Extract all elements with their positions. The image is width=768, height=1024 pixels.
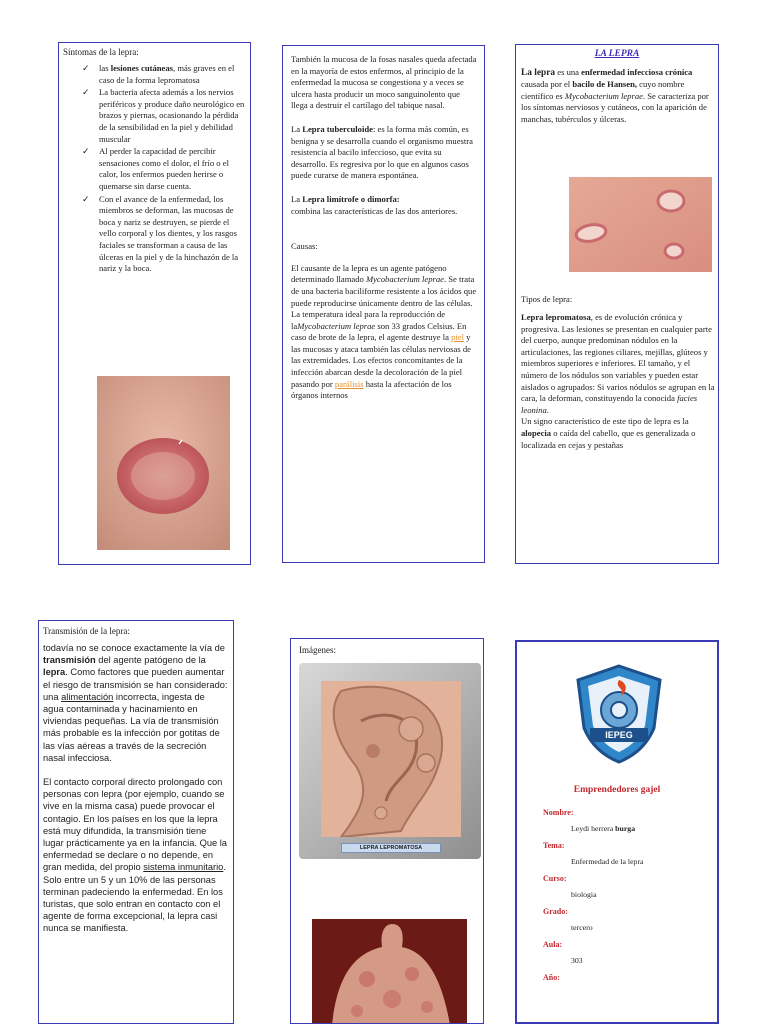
alimentacion-link[interactable]: alimentación <box>61 691 114 702</box>
panel-causes <box>282 45 485 563</box>
borderline-paragraph: La Lepra limítrofe o dimorfa: combina las características de las dos anteriores. <box>291 193 458 216</box>
symptoms-heading: Síntomas de la lepra: <box>63 47 139 57</box>
transmission-heading: Transmisión de la lepra: <box>43 626 130 636</box>
brochure-title: LA LEPRA <box>594 49 640 59</box>
transmission-paragraph-2: El contacto corporal directo prolongado con personas con lepra (por ejemplo, cuando se vive en la misma casa) puede provocar el contagio. En los países en los que la lepra está muy difundida, la transmisión tiene lugar prácticamente ya en la infancia. Que la enfermedad se declare o no depende, en gran medida, del propio sistema inmunitario. Solo entre un 5 y un 10% de las personas terminan padeciendo la enfermedad. En los turistas, que solo entran en contacto con el agente de forma excepcional, la lepra casi nunca se manifiesta. <box>43 777 227 934</box>
panel-cover <box>515 640 719 1024</box>
causes-paragraph: El causante de la lepra es un agente patógeno determinado llamado Mycobacterium leprae. Se trata de una bacteria baciliforme resistente a los ácidos que puede reproducirse únicamente dentro de las células. La temperatura ideal para la reproducción de laMycobacterium leprae son 33 grados Celsius. En caso de brote de la lepra, el agente destruye la piel y las mucosas y ataca también las células nerviosas de las extremidades. Los efectos concomitantes de la infección abarcan desde la decoloración de la piel pasando por parálisis hasta la afectación de los órganos internos <box>291 262 477 401</box>
value-course: biologia <box>571 890 597 899</box>
leprosy-definition: La lepra es una enfermedad infecciosa crónica causada por el bacilo de Hansen, cuyo nombre científico es Mycobacterium leprae. Se caracteriza por los síntomas nerviosos y cutáneos, con la aparición de manchas, tubérculos y úlceras. <box>521 66 709 124</box>
sistema-inmunitario-link[interactable]: sistema inmunitario <box>143 862 224 873</box>
ear-photo-caption: LEPRA LEPROMATOSA <box>341 843 441 853</box>
list-item: ✓ Al perder la capacidad de percibir sensaciones como el dolor, el frío o el calor, los enfermos pueden herirse o quemarse sin darse cuenta. <box>82 146 229 191</box>
list-item: ✓ las lesiones cutáneas, más graves en el caso de la forma lepromatosa <box>82 63 235 85</box>
label-grade: Grado: <box>543 907 568 916</box>
tuberculoid-paragraph: La Lepra tuberculoide: es la forma más común, es benigna y se desarrolla cuando el organismo muestra resistencia al bacilo infeccioso, que evita su desarrollo. Es regresiva por lo que en algunos casos puede curarse de manera espontánea. <box>291 123 473 181</box>
value-grade: tercero <box>571 923 593 932</box>
label-year: Año: <box>543 973 560 982</box>
check-icon: ✓ <box>82 63 90 73</box>
panel-intro <box>515 44 719 564</box>
causes-heading: Causas: <box>291 241 318 252</box>
value-room: 303 <box>571 956 583 965</box>
label-course: Curso: <box>543 874 567 883</box>
check-icon: ✓ <box>82 87 90 98</box>
paralisis-link[interactable]: parálisis <box>334 378 364 389</box>
panel-images <box>290 638 484 1024</box>
types-heading: Tipos de lepra: <box>521 294 573 304</box>
panel-transmission <box>38 620 234 1024</box>
ear-photo <box>321 681 461 837</box>
symptoms-list <box>63 63 246 275</box>
logo-text: IEPEG <box>605 730 633 740</box>
list-item: ✓ La bacteria afecta además a los nervios periféricos y produce daño neurológico en brazos y piernas, ocasionando la pérdida de la sensibilidad en la piel y debilidad muscular <box>82 87 245 144</box>
label-topic: Tema: <box>543 841 565 850</box>
label-room: Aula: <box>543 940 563 949</box>
team-name: Emprendedores gajel <box>573 785 661 795</box>
nasal-mucosa-text: También la mucosa de la fosas nasales queda afectada en la mayoría de estos enfermos, al principio de la enfermedad la mucosa se congestiona y a veces se ulcera hasta producir un moco sanguinolento que llega a destruir el cartílago del tabique nasal. <box>291 54 477 111</box>
transmission-paragraph-1: todavía no se conoce exactamente la vía de transmisión del agente patógeno de la lepra. Como factores que pueden aumentar el riesgo de transmisión se han considerado: una alimentación incorrecta, ingesta de agua contaminada y hacinamiento en viviendas pequeñas. La vía de transmisión más probable es la infección por gotitas de las vías aéreas a través de la secreción nasal infecciosa. <box>43 643 228 763</box>
list-item: ✓ Con el avance de la enfermedad, los miembros se deforman, las mucosas de boca y nariz se destruyen, se pierde el vello corporal y los dientes, y los rasgos faciales se transforman a causa de las úlceras en la piel y de la hinchazón de la nariz y la boca. <box>82 193 239 274</box>
piel-link[interactable]: piel <box>451 332 464 343</box>
panel-symptoms <box>58 42 251 565</box>
check-icon: ✓ <box>82 146 90 157</box>
lepromatous-paragraph: Lepra lepromatosa, es de evolución crónica y progresiva. Las lesiones se presentan en cualquier parte del cuerpo, aunque predominan nódulos en la articulaciones, las regiones ciliares, mejillas, glúteos y miembros superiores e inferiores. El tamaño, y el número de los nódulos son variables y pueden estar aislados o agrupados: Si varios nódulos se agrupan en la cara, la deforman, constituyendo la conocida facies leonina. Un signo característico de este tipo de lepra es la alopecia o caída del cabello, que es generalizada o localizada en cejas y pestañas <box>521 312 715 450</box>
check-icon: ✓ <box>82 193 90 204</box>
cover-fields <box>543 800 713 982</box>
label-name: Nombre: <box>543 808 574 817</box>
school-logo <box>574 664 664 764</box>
back-lesions-photo <box>312 919 467 1024</box>
skin-patches-photo <box>569 177 712 272</box>
skin-lesion-photo <box>97 376 230 550</box>
value-name: Leydi herrera burga <box>571 824 636 833</box>
ear-photo-frame <box>299 663 481 859</box>
images-heading: Imágenes: <box>299 645 336 655</box>
value-topic: Enfermedad de la lepra <box>571 857 644 866</box>
